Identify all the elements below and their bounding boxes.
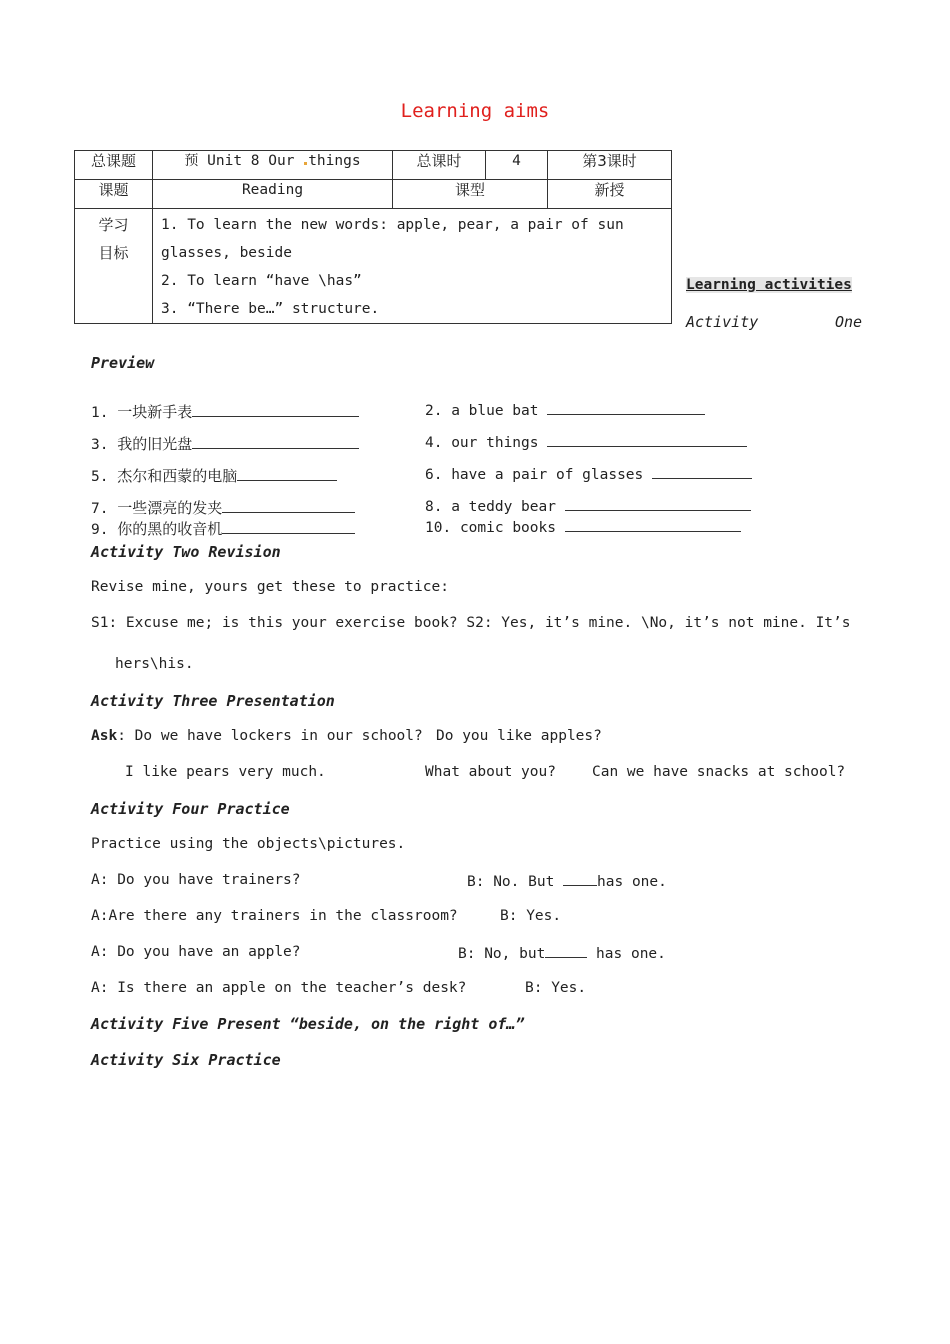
activity-two-line: Revise mine, yours get these to practice: (91, 579, 449, 595)
activity-three-heading: Activity Three Presentation (91, 692, 335, 710)
table-row (75, 151, 672, 180)
cell-course-label: 总课题 (75, 151, 153, 180)
activity-two-line: S1: Excuse me; is this your exercise book? S2: Yes, it’s mine. \No, it’s not mine. It’s (91, 615, 851, 631)
learning-activities-heading: Learning activities (686, 277, 852, 293)
activity-three-line: Can we have snacks at school? (592, 764, 846, 780)
cell-lesson-number: 第3课时 (548, 151, 672, 180)
dialogue-a: A: Do you have an apple? (91, 944, 301, 960)
activity-two-heading: Activity Two Revision (91, 543, 281, 561)
activity-two-line: hers\his. (115, 656, 194, 672)
activity-one-label: Activity (686, 313, 759, 331)
cell-topic-label: 课题 (75, 180, 153, 209)
activity-three-line: What about you? (425, 764, 556, 780)
activity-four-intro: Practice using the objects\pictures. (91, 836, 406, 852)
preview-item: 5. 杰尔和西蒙的电脑 (91, 465, 337, 486)
preview-heading: Preview (91, 354, 155, 372)
preview-item: 3. 我的旧光盘 (91, 433, 359, 454)
learning-aims-table (74, 150, 672, 324)
activity-four-heading: Activity Four Practice (91, 800, 290, 818)
dialogue-b: B: No, but has one. (458, 946, 666, 962)
dialogue-b: B: No. But has one. (467, 874, 667, 890)
page-title: Learning aims (400, 100, 550, 122)
activity-three-line: Ask: Do we have lockers in our school? (91, 728, 423, 744)
preview-item: 8. a teddy bear (425, 497, 751, 515)
goal-line: glasses, beside (161, 245, 292, 261)
activity-six-heading: Activity Six Practice (91, 1051, 281, 1069)
activity-five-heading: Activity Five Present “beside, on the right of…” (91, 1015, 525, 1033)
table-row (75, 209, 672, 324)
cell-total-hours-label: 总课时 (393, 151, 486, 180)
dialogue-b: B: Yes. (500, 908, 562, 924)
table-row (75, 180, 672, 209)
cell-goals-list (153, 209, 672, 324)
cell-goals-label: 学习 目标 (75, 209, 153, 324)
preview-item: 9. 你的黑的收音机 (91, 518, 355, 539)
goal-line: 3. “There be…” structure. (161, 301, 380, 317)
cell-type-label: 课型 (393, 180, 548, 209)
dialogue-a: A:Are there any trainers in the classroom? (91, 908, 458, 924)
preview-item: 2. a blue bat (425, 401, 705, 419)
goal-line: 1. To learn the new words: apple, pear, a pair of sun (161, 217, 624, 233)
dialogue-b: B: Yes. (525, 980, 587, 996)
activity-three-question: Do you like apples? (436, 728, 602, 744)
cell-type-value: 新授 (548, 180, 672, 209)
activity-one-number: One (835, 313, 863, 331)
goal-line: 2. To learn “have \has” (161, 273, 362, 289)
activity-three-line: I like pears very much. (125, 764, 326, 780)
cell-topic-value: Reading (153, 180, 393, 209)
cell-total-hours-value: 4 (486, 151, 548, 180)
preview-item: 6. have a pair of glasses (425, 465, 752, 483)
preview-item: 10. comic books (425, 518, 741, 536)
dialogue-a: A: Do you have trainers? (91, 872, 301, 888)
ask-label: Ask (91, 728, 118, 744)
preview-item: 1. 一块新手表 (91, 401, 359, 422)
cell-course-value: 预 Unit 8 Our things (153, 151, 393, 180)
preview-item: 7. 一些漂亮的发夹 (91, 497, 355, 518)
dialogue-a: A: Is there an apple on the teacher’s desk? (91, 980, 467, 996)
preview-item: 4. our things (425, 433, 747, 451)
